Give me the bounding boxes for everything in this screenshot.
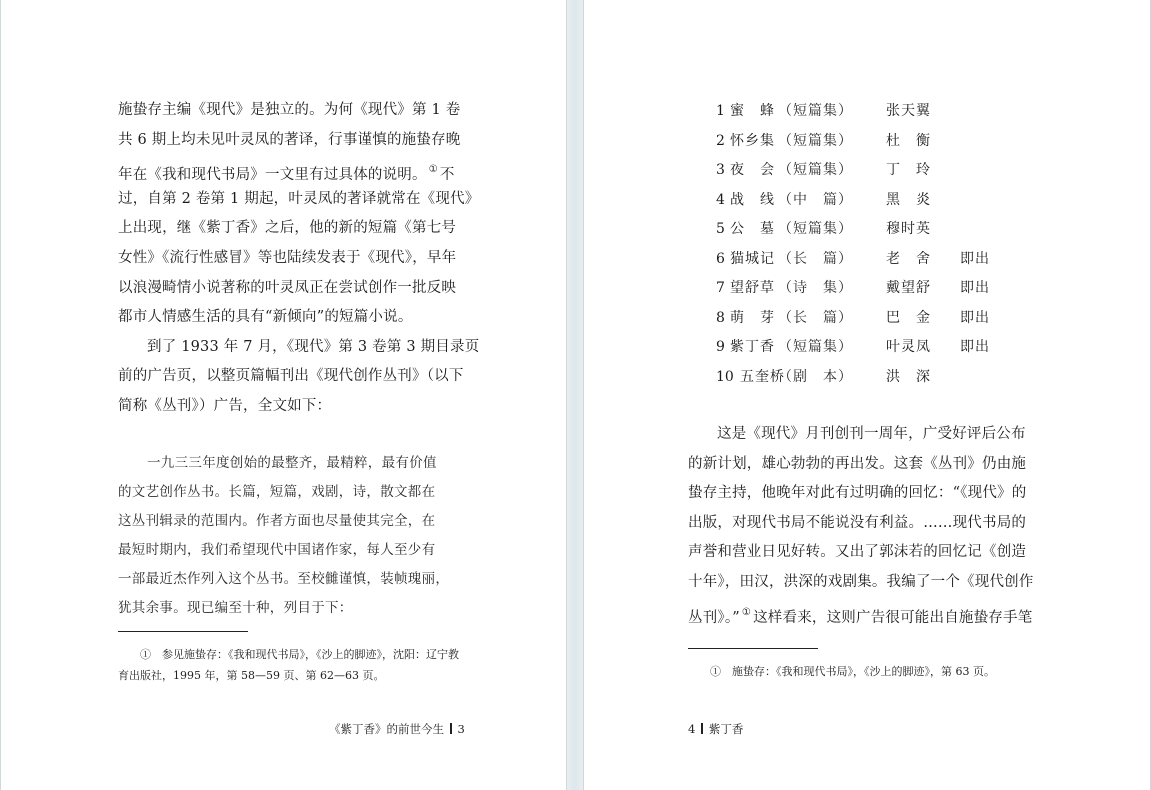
book-title: 公 墓 <box>730 221 775 237</box>
separator <box>450 723 452 734</box>
book-genre: （短篇集） <box>778 162 853 178</box>
book-genre: （短篇集） <box>778 103 853 119</box>
quote-line: 一九三三年度创始的最整齐，最精粹，最有价值 <box>147 455 437 471</box>
footnote-line: ① 参见施蛰存：《我和现代书局》，《沙上的脚迹》，沈阳：辽宁教 <box>140 648 459 661</box>
text-line: 到了 1933 年 7 月，《现代》第 3 卷第 3 期目录页 <box>147 338 480 355</box>
book-author: 丁 玲 <box>886 162 931 178</box>
footnote-marker[interactable]: ① <box>741 606 752 618</box>
book-genre: （短篇集） <box>778 339 853 355</box>
text-line: 共 6 期上均未见叶灵凤的著译，行事谨慎的施蛰存晚 <box>118 131 461 148</box>
book-number: 6 <box>716 250 725 267</box>
book-title: 萌 芽 <box>730 309 775 326</box>
right-paragraph <box>688 420 1034 627</box>
book-gutter <box>566 0 584 790</box>
text-line: 出版，对现代书局不能说没有利益。……现代书局的 <box>688 514 1027 531</box>
book-author: 巴 金 <box>886 309 931 326</box>
book-title: 夜 会 <box>730 162 775 178</box>
book-number: 8 <box>716 309 725 326</box>
right-running-footer <box>688 721 743 737</box>
left-page <box>0 0 566 790</box>
quote-line: 这丛刊辑录的范围内。作者方面也尽量使其完全，在 <box>118 513 436 529</box>
advertisement-quote <box>118 449 449 623</box>
right-footnote: ① 施蛰存：《我和现代书局》，《沙上的脚迹》，第 63 页。 <box>710 665 995 678</box>
text-line: 过，自第 2 卷第 1 期起，叶灵凤的著译就常在《现代》 <box>118 190 480 207</box>
running-head: 《紫丁香》的前世今生 <box>329 722 444 736</box>
footnote-divider <box>688 648 818 649</box>
text-line <box>688 598 1034 628</box>
left-running-footer <box>329 721 465 737</box>
left-paragraph-1 <box>118 96 480 422</box>
book-author: 洪 深 <box>886 368 931 385</box>
text-line-part: 丛刊》。” <box>688 609 740 626</box>
quote-line: 的文艺创作丛书。长篇，短篇，戏剧，诗，散文都在 <box>118 484 436 500</box>
book-genre: （短篇集） <box>778 132 853 149</box>
running-head: 紫丁香 <box>708 722 744 736</box>
text-line: 简称《丛刊》）广告，全文如下： <box>118 397 332 414</box>
book-genre: （中 篇） <box>778 191 853 208</box>
page-number: 3 <box>457 722 465 736</box>
text-line: 十年》，田汉，洪深的戏剧集。我编了一个《现代创作 <box>688 573 1034 590</box>
book-title: 五奎桥 <box>740 368 785 385</box>
left-footnote <box>118 644 459 686</box>
text-line-part: 不 <box>439 167 455 184</box>
book-genre: （剧 本） <box>778 368 853 385</box>
book-title: 紫丁香 <box>730 339 775 355</box>
book-status: 即出 <box>960 309 990 326</box>
book-author: 叶灵凤 <box>886 339 931 355</box>
book-number: 1 <box>716 103 725 119</box>
book-number: 10 <box>716 368 734 385</box>
text-line: 上出现，继《紫丁香》之后，他的新的短篇《第七号 <box>118 220 457 237</box>
book-author: 穆时英 <box>886 221 931 237</box>
text-line: 女性》《流行性感冒》等也陆续发表于《现代》，早年 <box>118 249 457 266</box>
text-line: 这是《现代》月刊创刊一周年，广受好评后公布 <box>717 426 1026 442</box>
text-line-part: 这样看来，这则广告很可能出自施蛰存手笔 <box>753 609 1033 626</box>
book-genre: （诗 集） <box>778 280 853 296</box>
book-author: 杜 衡 <box>886 132 931 149</box>
text-line: 施蛰存主编《现代》是独立的。为何《现代》第 1 卷 <box>118 102 461 118</box>
book-genre: （短篇集） <box>778 221 853 237</box>
text-line-part: 年在《我和现代书局》一文里有过具体的说明。 <box>118 167 427 184</box>
book-genre: （长 篇） <box>778 309 853 326</box>
footnote-line: 育出版社，1995 年，第 58—59 页、第 62—63 页。 <box>118 669 385 682</box>
book-status: 即出 <box>960 339 990 355</box>
text-line: 的新计划，雄心勃勃的再出发。这套《丛刊》仍由施 <box>688 455 1027 472</box>
book-title: 战 线 <box>730 191 775 208</box>
book-genre: （长 篇） <box>778 250 853 267</box>
text-line <box>118 155 480 185</box>
book-number: 3 <box>716 162 725 178</box>
text-line: 以浪漫畸情小说著称的叶灵凤正在尝试创作一批反映 <box>118 279 457 296</box>
quote-line: 一部最近杰作列入这个丛书。至校雠谨慎，装帧瑰丽， <box>118 571 450 587</box>
footnote-divider <box>118 631 248 632</box>
book-number: 5 <box>716 221 725 237</box>
text-line: 蛰存主持，他晚年对此有过明确的回忆：“《现代》的 <box>688 485 1027 502</box>
quote-line: 犹其余事。现已编至十种，列目于下： <box>118 600 353 616</box>
page-number: 4 <box>688 722 696 736</box>
book-author: 戴望舒 <box>886 280 931 296</box>
book-author: 老 舍 <box>886 250 931 267</box>
book-number: 7 <box>716 280 725 296</box>
book-status: 即出 <box>960 280 990 296</box>
book-title: 蜜 蜂 <box>730 103 775 119</box>
book-title: 望舒草 <box>730 280 775 296</box>
book-title: 猫城记 <box>730 250 775 267</box>
book-title: 怀乡集 <box>730 132 775 149</box>
text-line: 声誉和营业日见好转。又出了郭沫若的回忆记《创造 <box>688 544 1027 561</box>
book-number: 4 <box>716 191 725 208</box>
text-line: 都市人情感生活的具有“新倾向”的短篇小说。 <box>118 309 413 326</box>
footnote-marker[interactable]: ① <box>428 164 438 176</box>
book-number: 2 <box>716 132 725 149</box>
book-status: 即出 <box>960 250 990 267</box>
book-number: 9 <box>716 339 725 355</box>
quote-line: 最短时期内，我们希望现代中国诸作家，每人至少有 <box>118 542 436 558</box>
text-line: 前的广告页，以整页篇幅刊出《现代创作丛刊》（以下 <box>118 368 464 385</box>
separator <box>701 723 703 734</box>
book-author: 张天翼 <box>886 103 931 119</box>
book-author: 黑 炎 <box>886 191 931 208</box>
